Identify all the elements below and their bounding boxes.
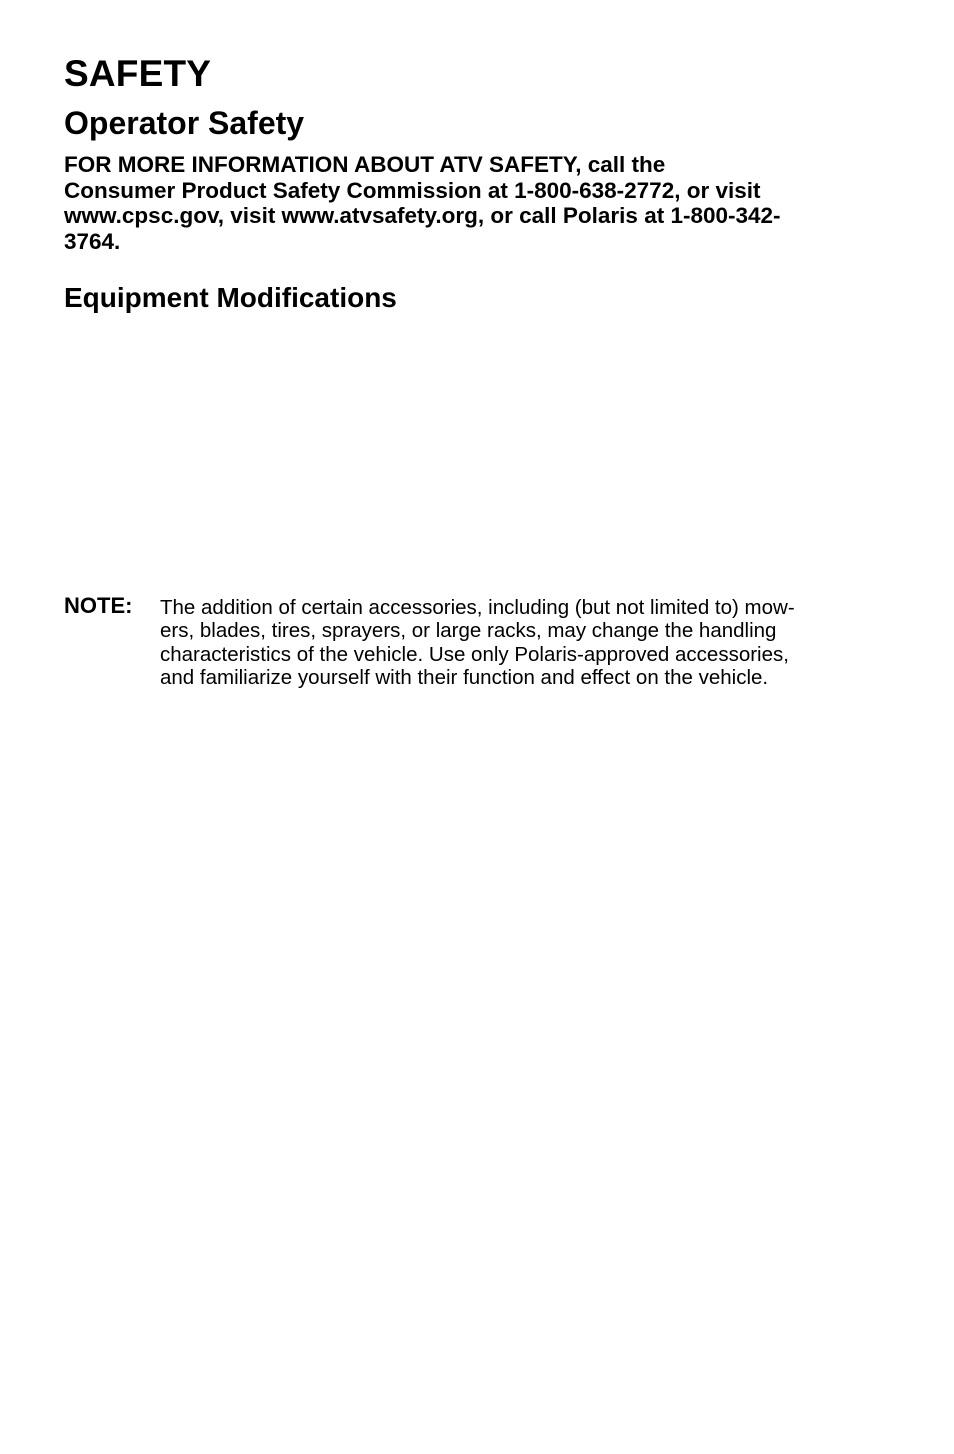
equipment-modifications-heading: Equipment Modifications xyxy=(64,282,397,313)
info-line: www.cpsc.gov, visit www.atvsafety.org, or call Polaris at 1-800-342- xyxy=(64,203,781,228)
note-line: ers, blades, tires, sprayers, or large racks, may change the handling xyxy=(160,619,777,643)
subsection-title: Operator Safety xyxy=(64,105,305,141)
note-text xyxy=(160,596,880,689)
info-line: 3764. xyxy=(64,228,121,254)
note-line: The addition of certain accessories, including (but not limited to) mow- xyxy=(160,596,795,619)
section-title: SAFETY xyxy=(64,53,212,94)
note-line: and familiarize yourself with their function and effect on the vehicle. xyxy=(160,665,769,689)
info-line: FOR MORE INFORMATION ABOUT ATV SAFETY, call the xyxy=(64,152,666,177)
info-line: Consumer Product Safety Commission at 1-800-638-2772, or visit xyxy=(64,177,761,203)
note-line: characteristics of the vehicle. Use only Polaris-approved accessories, xyxy=(160,642,789,666)
safety-info-paragraph xyxy=(64,152,874,254)
note-label: NOTE: xyxy=(64,593,133,618)
